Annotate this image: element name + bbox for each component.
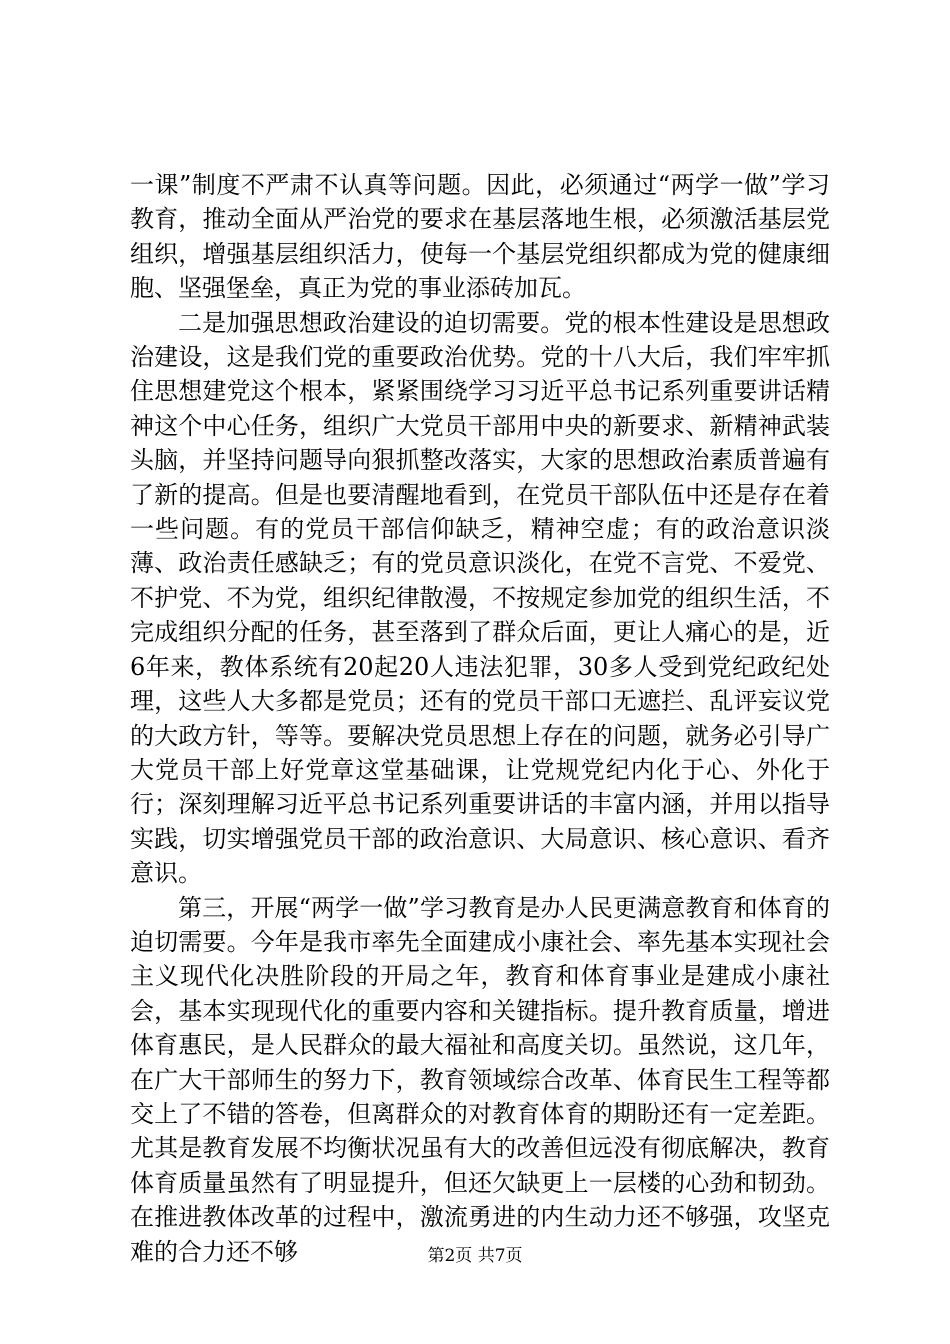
paragraph-ideological-political: 二是加强思想政治建设的迫切需要。党的根本性建设是思想政治建设，这是我们党的重要政治优势。党的十八大后，我们牢牢抓住思想建党这个根本，紧紧围绕学习习近平总书记系列重要讲话精神这个中心任务，组织广大党员干部用中央的新要求、新精神武装头脑，并坚持问题导向狠抓整改落实，大家的思想政治素质普遍有了新的提高。但是也要清醒地看到，在党员干部队伍中还是存在着一些问题。有的党员干部信仰缺乏，精神空虚；有的政治意识淡薄、政治责任感缺乏；有的党员意识淡化，在党不言党、不爱党、不护党、不为党，组织纪律散漫，不按规定参加党的组织生活，不完成组织分配的任务，甚至落到了群众后面，更让人痛心的是，近6年来，教体系统有20起20人违法犯罪，30多人受到党纪政纪处理，这些人大多都是党员；还有的党员干部口无遮拦、乱评妄议党的大政方针，等等。要解决党员思想上存在的问题，就务必引导广大党员干部上好党章这堂基础课，让党规党纪内化于心、外化于行；深刻理解习近平总书记系列重要讲话的丰富内涵，并用以指导实践，切实增强党员干部的政治意识、大局意识、核心意识、看齐意识。 <box>130 308 830 888</box>
page-number-footer: 第2页 共7页 <box>427 1246 523 1266</box>
paragraph-continuation: 一课”制度不严肃不认真等问题。因此，必须通过“两学一做”学习教育，推动全面从严治党的要求在基层落地生根，必须激活基层党组织，增强基层组织活力，使每一个基层党组织都成为党的健康细胞、坚强堡垒，真正为党的事业添砖加瓦。 <box>130 171 830 303</box>
document-body <box>130 168 830 1269</box>
paragraph-education-sports: 第三，开展“两学一做”学习教育是办人民更满意教育和体育的迫切需要。今年是我市率先全面建成小康社会、率先基本实现社会主义现代化决胜阶段的开局之年，教育和体育事业是建成小康社会，基本实现现代化的重要内容和关键指标。提升教育质量，增进体育惠民，是人民群众的最大福祉和高度关切。虽然说，这几年，在广大干部师生的努力下，教育领域综合改革、体育民生工程等都交上了不错的答卷，但离群众的对教育体育的期盼还有一定差距。尤其是教育发展不均衡状况虽有大的改善但远没有彻底解决，教育体育质量虽然有了明显提升，但还欠缺更上一层楼的心劲和韧劲。在推进教体改革的过程中，激流勇进的内生动力还不够强，攻坚克难的合力还不够 <box>130 893 830 1266</box>
